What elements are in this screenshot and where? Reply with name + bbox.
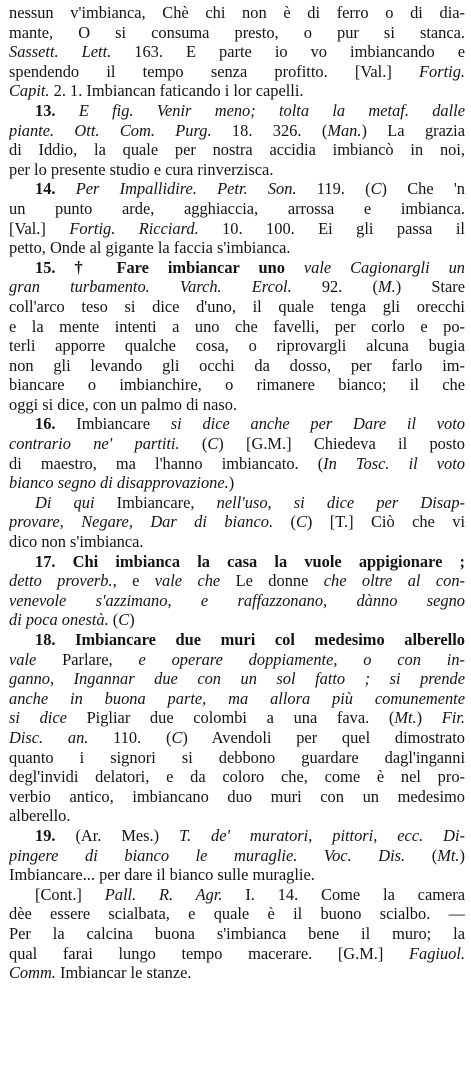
- text-run: (: [108, 610, 119, 630]
- text-run: ) Avendoli per quel dimostrato: [182, 727, 465, 747]
- text-line: [9, 846, 465, 866]
- text-run: [285, 258, 304, 277]
- text-run: non gli levando gli occhi da dosso, per farlo im-: [9, 355, 465, 375]
- text-run: Fortig.: [419, 61, 465, 81]
- text-line: [9, 571, 465, 591]
- text-run: ) [G.M.] Chiedeva il posto: [218, 434, 465, 454]
- text-run: vale: [9, 649, 37, 669]
- text-run: nell'uso, si dice per Disap-: [216, 492, 465, 512]
- text-run: 14.: [35, 179, 56, 199]
- text-run: quanto i signori si debbono guardare dagl'inganni: [9, 747, 465, 767]
- text-run: biancare o imbianchire, o rimanere bianco; il che: [9, 375, 465, 395]
- text-run: (: [179, 434, 208, 454]
- text-run: di poca onestà.: [9, 610, 109, 630]
- text-line: [9, 317, 465, 337]
- text-run: (: [273, 512, 296, 532]
- text-line: [9, 748, 465, 768]
- text-run: Parlare,: [36, 649, 139, 669]
- text-run: T. de' muratori, pittori, ecc. Di-: [179, 825, 465, 845]
- text-run: Per la calcina buona s'imbianca bene il muro; la: [9, 923, 465, 943]
- text-line: [9, 356, 465, 376]
- text-run: (: [405, 845, 438, 865]
- text-run: 92. (: [291, 277, 378, 297]
- text-run: C: [295, 512, 307, 532]
- text-line: [9, 81, 465, 101]
- text-run: detto proverb.: [9, 571, 113, 591]
- text-line: [9, 3, 465, 23]
- text-run: Pigliar due colombi a una fava. (: [66, 708, 395, 728]
- text-run: Fortig. Ricciard.: [69, 218, 199, 238]
- text-run: provare, Negare, Dar di bianco.: [9, 512, 274, 532]
- text-run: spendendo il tempo senza profitto. [Val.]: [9, 61, 419, 81]
- text-run: contrario ne' partiti.: [9, 434, 180, 454]
- text-run: In Tosc. il voto: [323, 453, 465, 473]
- text-run: Disc. an.: [9, 727, 89, 747]
- text-line: [9, 944, 465, 964]
- text-run: gran turbamento. Varch. Ercol.: [9, 277, 292, 297]
- text-line: [9, 121, 465, 141]
- text-line: [9, 238, 465, 258]
- text-run: ) Che 'n: [381, 179, 465, 199]
- text-run: venevole s'azzimano, e raffazzonano, dànno segno: [9, 590, 465, 610]
- text-run: 10. 100. Ei gli passa il: [198, 218, 465, 238]
- text-run: si dice: [9, 708, 67, 728]
- text-run: C: [171, 727, 183, 747]
- text-run: I. 14. Come la camera: [222, 884, 465, 904]
- text-run: [Cont.]: [35, 884, 105, 904]
- text-run: terli apporre qualche cosa, o riprovargli alcuna bugia: [9, 336, 465, 356]
- text-run: 15. † Fare imbiancar uno: [35, 257, 285, 277]
- text-run: nessun v'imbianca, Chè chi non è di ferro o di dia-: [9, 3, 465, 22]
- text-line: [9, 42, 465, 62]
- text-run: coll'arco teso si dice d'uno, il quale tenga gli orecchi: [9, 296, 465, 316]
- text-run: e operare doppiamente, o con in-: [138, 649, 465, 669]
- text-run: E fig. Venir meno; tolta la metaf. dalle: [78, 100, 465, 120]
- text-run: C: [370, 179, 382, 199]
- text-run: di maestro, ma l'hanno imbiancato. (: [9, 453, 324, 473]
- text-line: [9, 23, 465, 43]
- text-run: (Ar. Mes.): [55, 825, 180, 845]
- text-run: Pall. R. Agr.: [104, 884, 223, 904]
- text-run: verbio antico, imbiancano duo muri con un medesimo: [9, 786, 465, 806]
- text-run: Mt.: [437, 845, 460, 865]
- text-run: 17. Chi imbianca la casa la vuole appigionare ;: [35, 551, 465, 571]
- text-run: , e: [112, 571, 155, 591]
- text-run: [Val.]: [9, 218, 70, 238]
- text-run: 13.: [35, 100, 56, 120]
- text-run: vale che: [154, 571, 221, 591]
- text-line: [9, 787, 465, 807]
- text-line: [9, 630, 465, 650]
- text-run: dico non s'imbianca.: [9, 532, 144, 552]
- text-run: che oltre al con-: [323, 571, 465, 591]
- text-line: [9, 434, 465, 454]
- text-line: [9, 708, 465, 728]
- text-line: [9, 375, 465, 395]
- text-line: [9, 552, 465, 572]
- text-run: Mt.: [394, 708, 417, 728]
- text-line: [9, 963, 465, 983]
- text-line: [9, 473, 465, 493]
- text-run: Imbiancare: [55, 414, 171, 434]
- text-run: ) Stare: [395, 277, 465, 297]
- text-run: piante. Ott. Com. Purg.: [9, 120, 212, 140]
- text-line: [9, 179, 465, 199]
- text-run: e la mente intenti a uno che favelli, per corlo e po-: [9, 316, 465, 336]
- text-run: Fir.: [441, 708, 465, 728]
- text-line: [9, 62, 465, 82]
- text-run: vale Cagionargli un: [303, 257, 465, 277]
- text-run: bianco segno di disapprovazione.: [9, 473, 229, 493]
- text-run: Imbiancar le stanze.: [55, 963, 192, 983]
- text-line: [9, 395, 465, 415]
- text-line: [9, 414, 465, 434]
- text-line: [9, 610, 465, 630]
- text-line: [9, 865, 465, 885]
- text-run: ): [228, 473, 235, 493]
- text-run: Sassett. Lett.: [9, 42, 112, 62]
- text-run: un punto arde, agghiaccia, arrossa e imbianca.: [9, 198, 465, 218]
- text-run: Per Impallidire. Petr. Son.: [75, 179, 297, 199]
- text-run: degl'invidi delatori, e da coloro che, come è nel pro-: [9, 767, 465, 787]
- text-run: per lo presente studio e cura rinverzisca.: [9, 159, 274, 179]
- text-run: 110. (: [88, 727, 172, 747]
- text-line: [9, 885, 465, 905]
- text-line: [9, 806, 465, 826]
- text-run: 18. Imbiancare due muri col medesimo alberello: [35, 630, 465, 649]
- text-line: [9, 532, 465, 552]
- text-run: Comm.: [9, 963, 56, 983]
- text-run: Fagiuol.: [409, 943, 465, 963]
- text-line: [9, 904, 465, 924]
- text-line: [9, 277, 465, 297]
- text-run: 163. E parte io vo imbiancando e: [111, 42, 465, 62]
- text-run: Le donne: [220, 571, 324, 591]
- text-run: 16.: [35, 414, 56, 434]
- text-line: [9, 199, 465, 219]
- text-run: ganno, Ingannar due con un sol fatto ; si prende: [9, 669, 465, 689]
- text-line: [9, 336, 465, 356]
- text-run: C: [207, 434, 219, 454]
- text-run: [56, 179, 76, 198]
- text-run: qual farai lungo tempo macerare. [G.M.]: [9, 943, 409, 963]
- text-run: Imbiancare,: [94, 492, 217, 512]
- text-line: [9, 258, 465, 278]
- text-line: [9, 101, 465, 121]
- text-line: [9, 454, 465, 474]
- text-line: [9, 512, 465, 532]
- text-line: [9, 826, 465, 846]
- text-line: [9, 728, 465, 748]
- text-run: Di qui: [35, 492, 95, 512]
- text-run: ): [459, 845, 465, 865]
- text-line: [9, 669, 465, 689]
- text-line: [9, 767, 465, 787]
- text-line: [9, 650, 465, 670]
- text-line: [9, 924, 465, 944]
- text-run: si dice anche per Dare il voto: [170, 414, 465, 434]
- text-run: 19.: [35, 825, 56, 845]
- text-line: [9, 493, 465, 513]
- text-run: C: [118, 610, 130, 630]
- text-run: pingere di bianco le muraglie. Voc. Dis.: [9, 845, 406, 865]
- text-run: 119. (: [296, 179, 371, 199]
- text-run: oggi si dice, con un palmo di naso.: [9, 394, 238, 414]
- text-run: [56, 101, 79, 120]
- text-run: 18. 326. (: [211, 120, 328, 140]
- text-run: di Iddio, la quale per nostra accidia imbiancò in noi,: [9, 140, 465, 160]
- text-run: M.: [377, 277, 396, 297]
- text-run: mante, O si consuma presto, o pur si stanca.: [9, 22, 465, 42]
- text-line: [9, 297, 465, 317]
- text-run: ): [416, 708, 442, 728]
- text-run: Imbiancare... per dare il bianco sulle muraglie.: [9, 865, 315, 885]
- text-line: [9, 160, 465, 180]
- text-run: ) La grazia: [361, 120, 465, 140]
- text-line: [9, 219, 465, 239]
- text-run: 2. 1. Imbiancan faticando i lor capelli.: [49, 81, 304, 101]
- text-run: ) [T.] Ciò che vi: [306, 512, 465, 532]
- text-run: ): [129, 610, 135, 630]
- text-run: anche in buona parte, ma allora più comunemente: [9, 688, 465, 708]
- text-line: [9, 689, 465, 709]
- text-line: [9, 140, 465, 160]
- text-line: [9, 591, 465, 611]
- text-run: dèe essere scialbata, e quale è il buono scialbo. —: [9, 904, 465, 924]
- text-run: Capit.: [9, 81, 50, 101]
- text-run: petto, Onde al gigante la faccia s'imbianca.: [9, 238, 291, 258]
- text-run: alberello.: [9, 806, 71, 826]
- text-run: Man.: [327, 120, 362, 140]
